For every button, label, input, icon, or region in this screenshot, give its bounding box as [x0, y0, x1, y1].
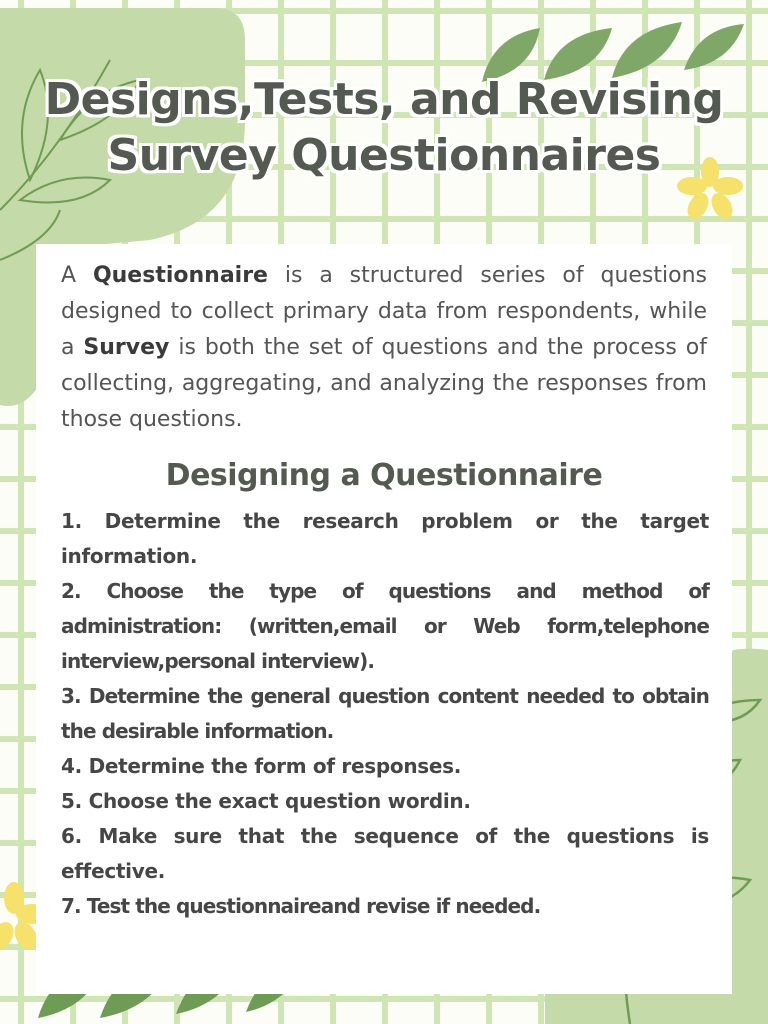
section-title: Designing a Questionnaire	[165, 458, 603, 493]
step-item: 5. Choose the exact question wordin.	[61, 789, 471, 813]
steps-list	[61, 504, 709, 924]
intro-text-2: is a structured series of questions designed to collect primary data from respondents, while a	[61, 263, 707, 360]
intro-text-1: A	[61, 263, 93, 288]
intro-term-survey: Survey	[83, 335, 170, 360]
step-item: 6. Make sure that the sequence of the questions is effective.	[61, 824, 709, 883]
step-item: 2. Choose the type of questions and method of administration: (written,email or Web form,telephone interview,personal interview).	[61, 579, 709, 673]
title-line-1: Designs,Tests, and Revising	[44, 74, 724, 125]
intro-text-3: is both the set of questions and the process of collecting, aggregating, and analyzing the responses from those questions.	[61, 335, 707, 432]
page-title	[0, 72, 768, 184]
intro-term-questionnaire: Questionnaire	[92, 263, 268, 288]
step-item: 1. Determine the research problem or the target information.	[61, 509, 709, 568]
step-item: 3. Determine the general question content needed to obtain the desirable information.	[61, 684, 709, 743]
step-item: 4. Determine the form of responses.	[61, 754, 462, 778]
step-item: 7. Test the questionnaireand revise if needed.	[61, 894, 541, 918]
title-line-2: Survey Questionnaires	[107, 130, 661, 181]
intro-paragraph	[61, 258, 707, 438]
